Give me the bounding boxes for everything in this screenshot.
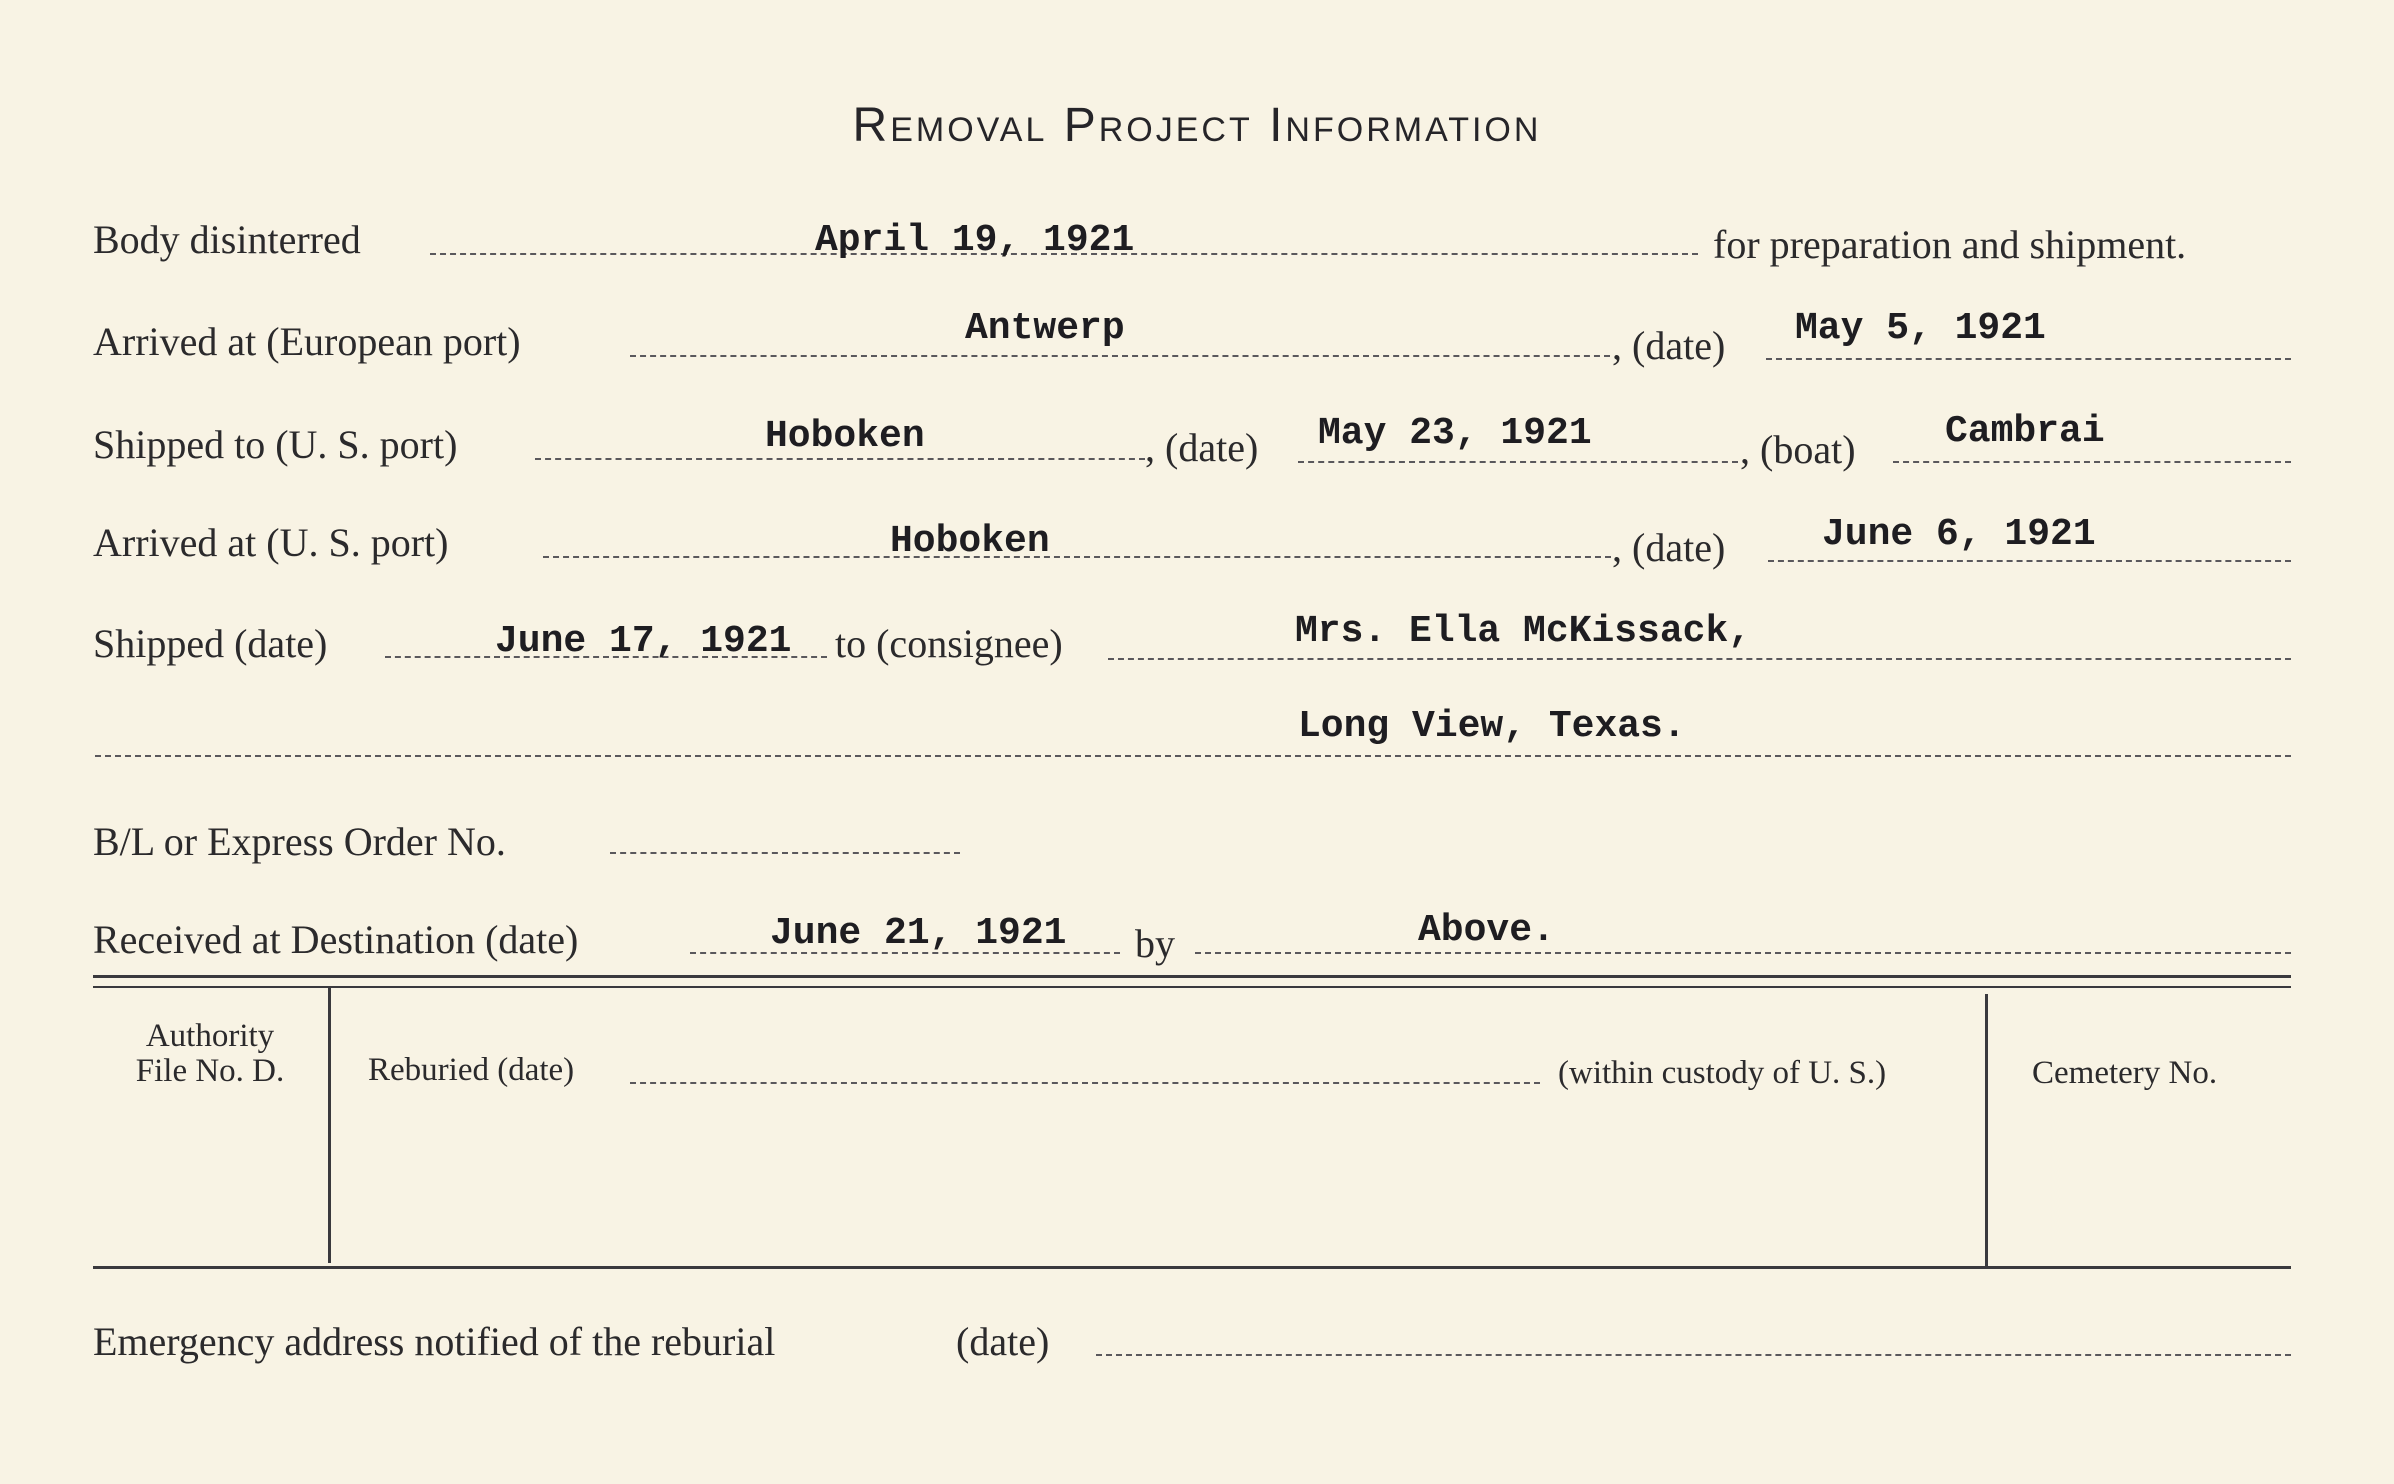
arrived-us-date-line bbox=[1768, 560, 2291, 562]
shipped-date-line bbox=[1298, 461, 1738, 463]
bl-line bbox=[610, 852, 960, 854]
authority-label-2: File No. D. bbox=[135, 1053, 285, 1089]
disinterred-label: Body disinterred bbox=[93, 217, 361, 262]
shipped-date-row-value[interactable]: June 17, 1921 bbox=[495, 620, 792, 663]
received-by-label: by bbox=[1135, 921, 1175, 966]
arrived-us-date-label: , (date) bbox=[1612, 525, 1726, 570]
arrived-us-port-line bbox=[543, 556, 1611, 558]
european-port-line bbox=[630, 355, 1610, 357]
consignee-label: to (consignee) bbox=[835, 621, 1063, 666]
emergency-date-label: (date) bbox=[956, 1319, 1050, 1364]
arrived-us-port-label: Arrived at (U. S. port) bbox=[93, 520, 449, 565]
box-bottom-rule bbox=[93, 1266, 2291, 1269]
received-by-value[interactable]: Above. bbox=[1418, 909, 1555, 952]
arrived-us-date-value[interactable]: June 6, 1921 bbox=[1822, 513, 2096, 556]
boat-line bbox=[1893, 461, 2291, 463]
box-divider-right bbox=[1985, 994, 1988, 1266]
shipped-date-label: , (date) bbox=[1145, 425, 1259, 470]
european-date-value[interactable]: May 5, 1921 bbox=[1795, 307, 2046, 350]
shipped-us-port-line bbox=[535, 458, 1145, 460]
emergency-label: Emergency address notified of the reburial bbox=[93, 1319, 776, 1364]
received-by-line bbox=[1195, 952, 2291, 954]
european-date-line bbox=[1766, 358, 2291, 360]
european-port-label: Arrived at (European port) bbox=[93, 319, 521, 364]
disinterred-suffix: for preparation and shipment. bbox=[1713, 222, 2187, 267]
consignee-address[interactable]: Long View, Texas. bbox=[1298, 705, 1686, 748]
european-port-value[interactable]: Antwerp bbox=[965, 307, 1125, 350]
card-title: Removal Project Information bbox=[852, 99, 1542, 152]
received-date-value[interactable]: June 21, 1921 bbox=[770, 912, 1067, 955]
cemetery-label: Cemetery No. bbox=[2032, 1055, 2218, 1091]
shipped-us-port-label: Shipped to (U. S. port) bbox=[93, 422, 458, 467]
arrived-us-port-value[interactable]: Hoboken bbox=[890, 520, 1050, 563]
reburied-line bbox=[630, 1082, 1540, 1084]
custody-label: (within custody of U. S.) bbox=[1558, 1055, 1887, 1091]
box-divider-left bbox=[328, 988, 331, 1263]
boat-label: , (boat) bbox=[1740, 427, 1856, 472]
consignee-line-2 bbox=[95, 755, 2291, 757]
box-top-rule bbox=[93, 975, 2291, 978]
consignee-line bbox=[1108, 658, 2291, 660]
received-label: Received at Destination (date) bbox=[93, 917, 579, 962]
shipped-date-value[interactable]: May 23, 1921 bbox=[1318, 412, 1592, 455]
shipped-date-row-label: Shipped (date) bbox=[93, 621, 328, 666]
reburied-label: Reburied (date) bbox=[368, 1052, 575, 1088]
consignee-name[interactable]: Mrs. Ella McKissack, bbox=[1295, 610, 1752, 653]
box-top-rule-2 bbox=[93, 986, 2291, 988]
disinterred-date[interactable]: April 19, 1921 bbox=[815, 219, 1135, 262]
emergency-line bbox=[1096, 1354, 2291, 1356]
bl-label: B/L or Express Order No. bbox=[93, 819, 506, 864]
european-date-label: , (date) bbox=[1612, 323, 1726, 368]
authority-label-1: Authority bbox=[145, 1018, 275, 1054]
boat-value[interactable]: Cambrai bbox=[1945, 410, 2105, 453]
shipped-us-port-value[interactable]: Hoboken bbox=[765, 415, 925, 458]
